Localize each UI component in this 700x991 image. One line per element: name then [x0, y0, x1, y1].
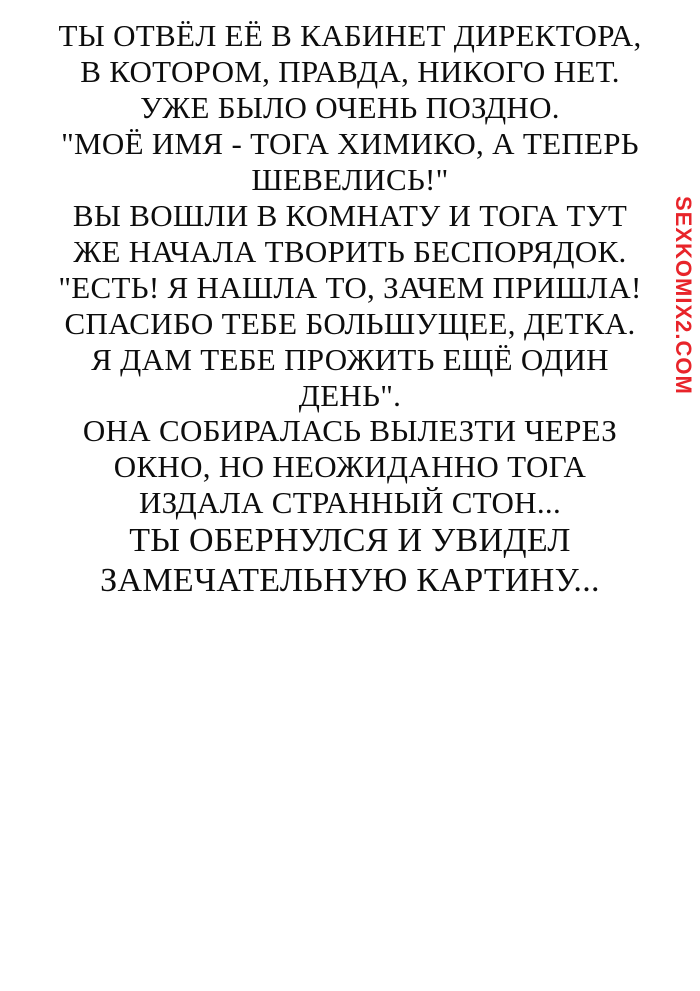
story-paragraph-2: "МОЁ ИМЯ - ТОГА ХИМИКО, А ТЕПЕРЬ ШЕВЕЛИСЬ!" [61, 125, 639, 197]
watermark-part-one: SEX [671, 196, 696, 244]
story-paragraph-5: ОНА СОБИРАЛАСЬ ВЫЛЕЗТИ ЧЕРЕЗ ОКНО, НО НЕОЖИДАННО ТОГА ИЗДАЛА СТРАННЫЙ СТОН... [82, 413, 618, 521]
story-text-block [50, 18, 650, 602]
story-paragraph-1: ТЫ ОТВЁЛ ЕЁ В КАБИНЕТ ДИРЕКТОРА, В КОТОРОМ, ПРАВДА, НИКОГО НЕТ. УЖЕ БЫЛО ОЧЕНЬ ПОЗДНО. [58, 18, 642, 125]
watermark-part-two: KOMIX2.COM [671, 243, 696, 395]
site-watermark [666, 196, 694, 395]
story-paragraph-final: ТЫ ОБЕРНУЛСЯ И УВИДЕЛ ЗАМЕЧАТЕЛЬНУЮ КАРТИНУ... [100, 522, 600, 600]
story-paragraph-4: "ЕСТЬ! Я НАШЛА ТО, ЗАЧЕМ ПРИШЛА! СПАСИБО ТЕБЕ БОЛЬШУЩЕЕ, ДЕТКА. Я ДАМ ТЕБЕ ПРОЖИТЬ ЕЩЁ ОДИН ДЕНЬ". [58, 269, 642, 413]
story-paragraph-3: ВЫ ВОШЛИ В КОМНАТУ И ТОГА ТУТ ЖЕ НАЧАЛА ТВОРИТЬ БЕСПОРЯДОК. [72, 197, 628, 269]
